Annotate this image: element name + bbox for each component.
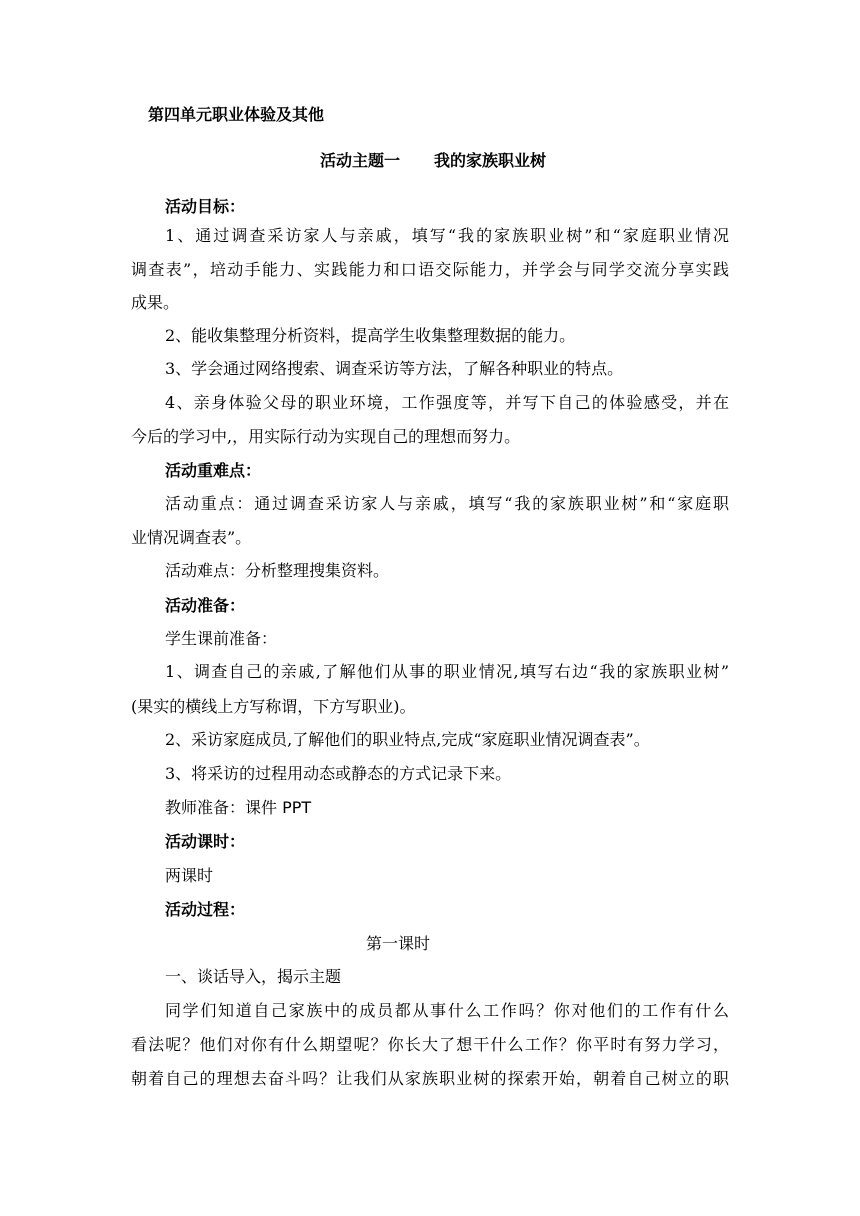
prep-1-line-1: 1、调查自己的亲戚,了解他们从事的职业情况,填写右边“我的家族职业树”	[165, 662, 729, 681]
unit-title: 第四单元职业体验及其他	[148, 105, 325, 124]
difficulty: 活动难点：分析整理搜集资料。	[165, 561, 390, 580]
process-heading: 活动过程：	[165, 900, 246, 919]
goal-2: 2、能收集整理分析资料，提高学生收集整理数据的能力。	[165, 326, 576, 345]
hours-heading: 活动课时：	[165, 832, 246, 851]
goal-1-line-2: 调查表”，培动手能力、实践能力和口语交际能力，并学会与同学交流分享实践	[131, 260, 729, 279]
activity-title-part2: 我的家族职业树	[434, 151, 547, 170]
lesson-1-title: 第一课时	[366, 934, 431, 953]
focus-line-2: 业情况调查表”。	[131, 528, 252, 547]
prep-1-line-2: (果实的横线上方写称谓，下方写职业)。	[131, 697, 416, 716]
hours-value: 两课时	[165, 866, 214, 885]
goal-4-line-2: 今后的学习中,，用实际行动为实现自己的理想而努力。	[131, 427, 521, 446]
keypoints-heading: 活动重难点：	[165, 461, 262, 480]
step-1-title: 一、谈话导入，揭示主题	[165, 967, 342, 986]
goal-1-line-3: 成果。	[131, 293, 180, 312]
goal-4-line-1: 4、亲身体验父母的职业环境，工作强度等，并写下自己的体验感受，并在	[165, 393, 729, 412]
teacher-prep	[165, 797, 311, 819]
focus-line-1: 活动重点：通过调查采访家人与亲戚，填写“我的家族职业树”和“家庭职	[165, 494, 729, 513]
prep-3: 3、将采访的过程用动态或静态的方式记录下来。	[165, 764, 512, 783]
teacher-prep-value: PPT	[282, 798, 312, 817]
goal-1-line-1: 1、通过调查采访家人与亲戚，填写“我的家族职业树”和“家庭职业情况	[165, 226, 729, 245]
student-prep-heading: 学生课前准备：	[165, 629, 278, 648]
preparation-heading: 活动准备：	[165, 596, 246, 615]
intro-para-line-3: 朝着自己的理想去奋斗吗？让我们从家族职业树的探索开始，朝着自己树立的职	[131, 1069, 729, 1088]
teacher-prep-label: 教师准备：课件	[165, 798, 278, 817]
activity-title-part1: 活动主题一	[320, 151, 401, 170]
intro-para-line-1: 同学们知道自己家族中的成员都从事什么工作吗？你对他们的工作有什么	[165, 1001, 729, 1020]
goal-3: 3、学会通过网络搜索、调查采访等方法，了解各种职业的特点。	[165, 359, 624, 378]
intro-para-line-2: 看法呢？他们对你有什么期望呢？你长大了想干什么工作？你平时有努力学习，	[131, 1035, 729, 1054]
prep-2: 2、采访家庭成员,了解他们的职业特点,完成“家庭职业情况调查表”。	[165, 730, 650, 749]
goals-heading: 活动目标：	[165, 197, 246, 216]
